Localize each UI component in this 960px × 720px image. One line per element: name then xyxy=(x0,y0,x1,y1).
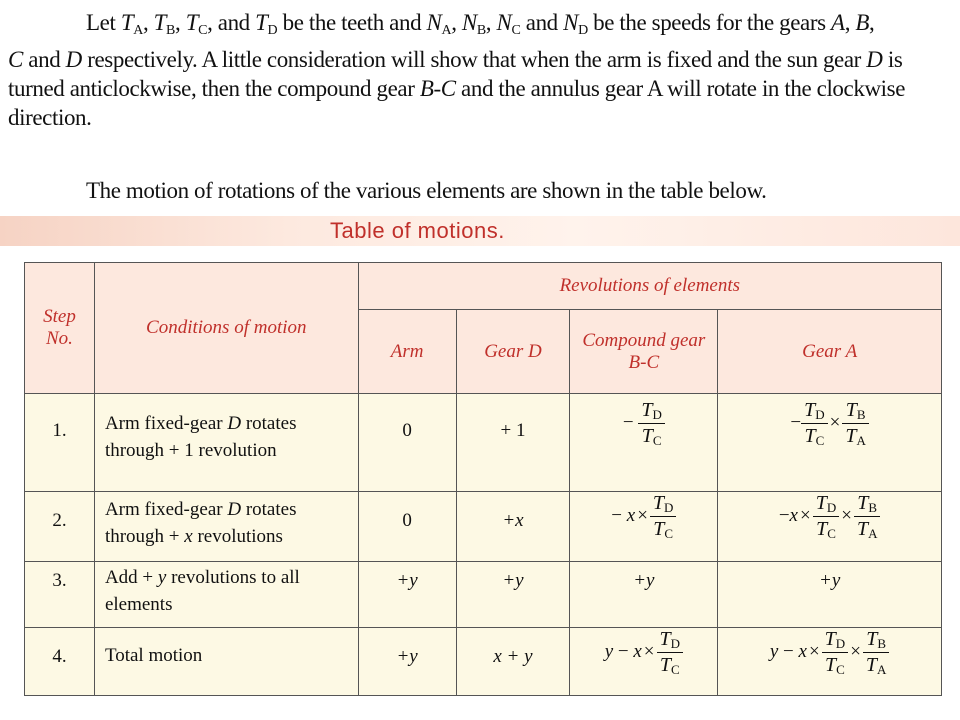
text: elements xyxy=(104,594,173,615)
text: x xyxy=(633,640,642,662)
text: D xyxy=(267,23,278,38)
table-title: Table of motions. xyxy=(330,218,505,243)
header-gear-a: Gear A xyxy=(718,310,942,394)
text: x xyxy=(626,504,636,526)
text: , xyxy=(175,10,186,35)
fraction-td-tc xyxy=(813,493,840,540)
condition-cell xyxy=(94,562,358,628)
condition-cell xyxy=(94,394,358,492)
text: B xyxy=(856,407,866,422)
text: , xyxy=(451,10,462,35)
text: is xyxy=(882,47,903,72)
text: B xyxy=(855,10,870,35)
fraction-td-tc xyxy=(650,493,677,540)
text: turned anticlockwise, then the compound gear xyxy=(8,76,420,101)
text: T xyxy=(659,628,671,650)
intro-line-2 xyxy=(8,45,948,74)
text: D xyxy=(227,413,242,434)
step-cell: 3. xyxy=(25,562,95,628)
text: y xyxy=(769,640,779,662)
text: respectively. A little consideration will show that when the arm is fixed and the sun gear xyxy=(81,47,867,72)
text: T xyxy=(825,654,837,676)
text: A xyxy=(133,23,143,38)
text: and the annulus gear A will rotate in the clockwise xyxy=(455,76,905,101)
compound-cell xyxy=(570,394,718,492)
text: B xyxy=(166,23,175,38)
text: B xyxy=(877,636,887,651)
text: D xyxy=(815,407,825,422)
text: N xyxy=(563,10,579,35)
text: Add + xyxy=(104,567,158,588)
text: x xyxy=(789,504,798,526)
text: T xyxy=(824,628,836,650)
text: +y xyxy=(396,646,418,667)
table-intro-sentence: The motion of rotations of the various elements are shown in the table below. xyxy=(86,178,767,203)
table-row xyxy=(25,394,942,492)
text: D xyxy=(578,23,588,38)
text: − xyxy=(783,640,794,662)
header-compound-cell xyxy=(570,310,718,394)
text: B-C xyxy=(419,76,456,101)
text: T xyxy=(865,654,878,676)
header-conditions: Conditions of motion xyxy=(94,263,358,394)
header-compound: Compound gear xyxy=(582,329,706,351)
step-cell: 2. xyxy=(25,492,95,562)
text: × xyxy=(799,504,811,526)
text: through + 1 revolution xyxy=(104,440,277,461)
text: C xyxy=(652,433,662,448)
gear-a-cell xyxy=(718,562,942,628)
text: T xyxy=(653,518,665,540)
text: T xyxy=(866,628,878,650)
text: × xyxy=(643,640,655,662)
arm-cell xyxy=(358,628,456,696)
fraction-td-tc xyxy=(822,629,849,676)
text: C xyxy=(8,47,23,72)
text: y xyxy=(604,640,614,662)
text: × xyxy=(850,640,861,662)
header-revolutions: Revolutions of elements xyxy=(358,263,941,310)
text: , xyxy=(869,10,875,35)
arm-cell xyxy=(358,562,456,628)
text: × xyxy=(637,504,648,526)
text: C xyxy=(664,526,674,541)
text: +x xyxy=(502,510,524,531)
header-step-cell xyxy=(25,263,95,394)
text: Arm fixed-gear xyxy=(104,413,228,434)
intro-line-1 xyxy=(8,8,948,45)
text: − xyxy=(778,504,790,526)
text: D xyxy=(664,500,674,515)
text: − xyxy=(617,640,629,662)
compound-cell xyxy=(570,628,718,696)
text: D xyxy=(227,499,242,520)
text: , xyxy=(485,10,497,35)
text: T xyxy=(120,10,134,35)
text: C xyxy=(670,662,680,677)
gear-a-cell xyxy=(718,492,942,562)
header-row-1 xyxy=(25,263,942,310)
arm-cell: 0 xyxy=(358,394,456,492)
condition-cell: Total motion xyxy=(94,628,358,696)
gear-d-cell xyxy=(456,492,570,562)
table-row xyxy=(25,628,942,696)
intro-paragraph xyxy=(8,8,948,132)
gear-d-cell xyxy=(456,562,570,628)
fraction-td-tc xyxy=(657,629,684,676)
text: and xyxy=(22,47,66,72)
text: x xyxy=(798,640,807,662)
text: D xyxy=(866,47,883,72)
text: D xyxy=(652,407,662,422)
text: T xyxy=(816,518,828,540)
text: T xyxy=(652,492,665,514)
step-cell: 4. xyxy=(25,628,95,696)
text: C xyxy=(836,662,845,677)
intro-line-4: direction. xyxy=(8,105,92,130)
text: T xyxy=(845,425,857,447)
fraction-tb-ta xyxy=(863,629,890,676)
text: B xyxy=(476,23,486,38)
text: T xyxy=(804,425,816,447)
gear-d-cell: + 1 xyxy=(456,394,570,492)
text: × xyxy=(808,640,820,662)
header-step: Step xyxy=(43,306,76,327)
text: A xyxy=(877,662,887,677)
text: D xyxy=(835,636,846,651)
text: − xyxy=(611,504,622,526)
text: N xyxy=(461,10,477,35)
text: revolutions to all xyxy=(166,567,300,588)
text: B xyxy=(868,500,878,515)
text: , xyxy=(844,10,856,35)
header-step-no: No. xyxy=(46,328,73,349)
text: be the teeth and xyxy=(277,10,427,35)
text: T xyxy=(153,10,167,35)
table-row xyxy=(25,492,942,562)
header-arm: Arm xyxy=(358,310,456,394)
compound-cell xyxy=(570,562,718,628)
text: Let xyxy=(86,10,121,35)
text: − xyxy=(622,411,634,433)
fraction-tb-ta xyxy=(854,493,881,540)
text: x xyxy=(184,526,193,547)
text: x + y xyxy=(493,646,533,667)
text: rotates xyxy=(241,413,297,434)
text: through + xyxy=(104,526,185,547)
text: T xyxy=(857,492,869,514)
text: T xyxy=(659,654,671,676)
gear-d-cell xyxy=(456,628,570,696)
text: − xyxy=(790,411,802,433)
text: +y xyxy=(502,570,524,591)
text: D xyxy=(670,636,681,651)
text: C xyxy=(815,433,825,448)
text: T xyxy=(804,399,816,421)
text: T xyxy=(641,425,653,447)
text: y xyxy=(157,567,167,588)
text: rotates xyxy=(241,499,297,520)
text: and xyxy=(520,10,564,35)
text: A xyxy=(868,526,878,541)
text: T xyxy=(185,10,199,35)
gear-a-cell xyxy=(718,394,942,492)
step-cell: 1. xyxy=(25,394,95,492)
text: N xyxy=(426,10,442,35)
text: T xyxy=(255,10,268,35)
text: × xyxy=(829,411,841,433)
text: T xyxy=(856,518,869,540)
text: N xyxy=(496,10,512,35)
text: , and xyxy=(207,10,256,35)
text: , xyxy=(142,10,154,35)
text: A xyxy=(856,433,866,448)
text: be the speeds for the gears xyxy=(587,10,832,35)
text: × xyxy=(841,504,852,526)
text: +y xyxy=(819,570,841,591)
header-compound-bc: B-C xyxy=(628,351,660,373)
text: T xyxy=(845,399,857,421)
intro-line-3 xyxy=(8,74,948,103)
text: D xyxy=(65,47,82,72)
text: +y xyxy=(633,570,655,591)
condition-cell xyxy=(94,492,358,562)
table-row xyxy=(25,562,942,628)
text: revolutions xyxy=(192,526,283,547)
text: Arm fixed-gear xyxy=(104,499,228,520)
compound-cell xyxy=(570,492,718,562)
text: +y xyxy=(396,570,418,591)
fraction-td-tc xyxy=(801,400,828,447)
header-gear-d: Gear D xyxy=(456,310,570,394)
text: C xyxy=(827,526,836,541)
text: T xyxy=(641,399,653,421)
text: D xyxy=(826,500,837,515)
text: C xyxy=(511,23,521,38)
text: C xyxy=(198,23,208,38)
text: A xyxy=(831,10,845,35)
fraction-td-tc xyxy=(638,400,665,447)
text: T xyxy=(815,492,827,514)
gear-a-cell xyxy=(718,628,942,696)
motions-table xyxy=(24,262,942,696)
fraction-tb-ta xyxy=(842,400,869,447)
arm-cell: 0 xyxy=(358,492,456,562)
text: A xyxy=(441,23,452,38)
